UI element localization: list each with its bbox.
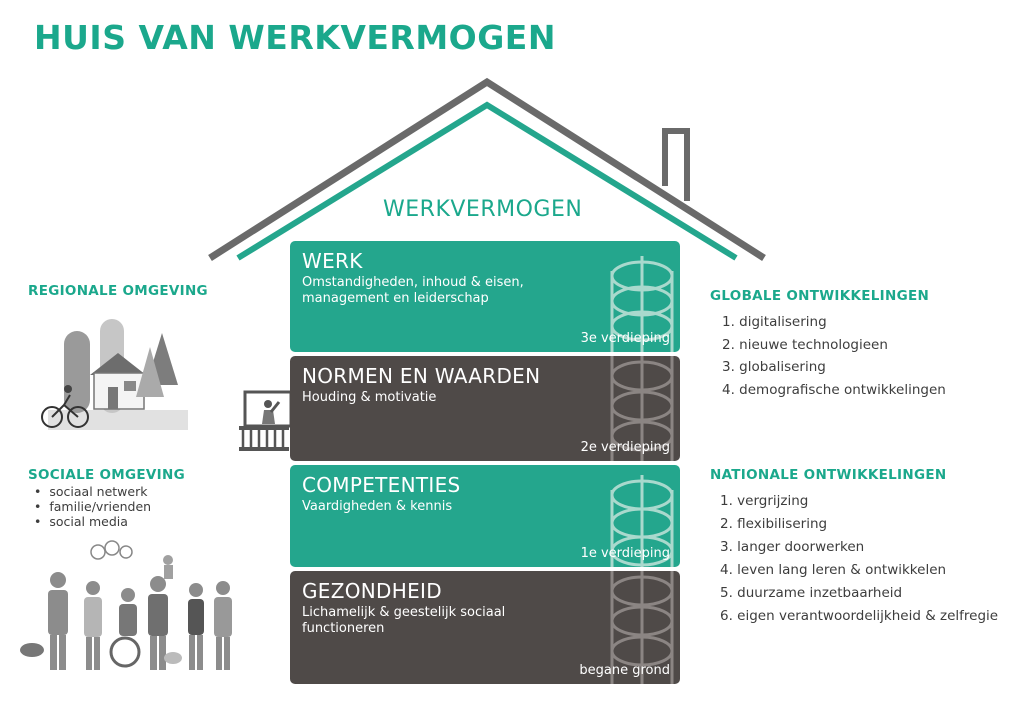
page-title: HUIS VAN WERKVERMOGEN <box>34 18 556 57</box>
list-item: 1. digitalisering <box>722 314 827 330</box>
list-item: 3. langer doorwerken <box>720 539 865 555</box>
balcony-illustration <box>237 390 293 452</box>
list-item: 1. vergrijzing <box>720 493 809 509</box>
floor-name: WERK <box>302 249 363 273</box>
regional-heading: REGIONALE OMGEVING <box>28 283 208 299</box>
list-item: • sociaal netwerk <box>30 484 151 499</box>
list-item: 4. demografische ontwikkelingen <box>722 381 946 398</box>
people-illustration <box>18 540 243 675</box>
list-item: 2. flexibilisering <box>720 516 828 532</box>
national-heading: NATIONALE ONTWIKKELINGEN <box>710 467 947 483</box>
global-heading: GLOBALE ONTWIKKELINGEN <box>710 288 930 304</box>
floor-name: COMPETENTIES <box>302 473 461 497</box>
social-list <box>30 484 151 529</box>
list-item: 3. globalisering <box>722 359 826 375</box>
floor-gezondheid <box>290 571 680 684</box>
list-item: 2. nieuwe technologieen <box>722 336 888 353</box>
floor-name: GEZONDHEID <box>302 579 442 603</box>
floor-normen-en-waarden <box>290 356 680 461</box>
floor-description: Omstandigheden, inhoud & eisen, management en leiderschap <box>302 275 524 306</box>
floor-level: 1e verdieping <box>580 546 670 561</box>
farm-illustration <box>38 315 188 433</box>
list-item: • social media <box>30 514 151 529</box>
floor-level: begane grond <box>579 663 670 678</box>
chimney <box>665 131 687 201</box>
roof-label: WERKVERMOGEN <box>383 197 583 222</box>
floor-level: 3e verdieping <box>580 331 670 346</box>
floor-competenties <box>290 465 680 567</box>
floor-description: Houding & motivatie <box>302 390 437 405</box>
national-list <box>720 490 998 628</box>
global-list <box>722 311 946 401</box>
floor-description: Lichamelijk & geestelijk sociaal functioneren <box>302 605 506 636</box>
floor-werk <box>290 241 680 352</box>
list-item: 6. eigen verantwoordelijkheid & zelfregie <box>720 608 999 624</box>
floor-level: 2e verdieping <box>580 440 670 455</box>
list-item: 4. leven lang leren & ontwikkelen <box>720 562 947 578</box>
social-heading: SOCIALE OMGEVING <box>28 467 185 483</box>
list-item: 5. duurzame inzetbaarheid <box>720 585 903 601</box>
list-item: • familie/vrienden <box>30 499 151 514</box>
floor-name: NORMEN EN WAARDEN <box>302 364 541 388</box>
floor-description: Vaardigheden & kennis <box>302 499 453 514</box>
